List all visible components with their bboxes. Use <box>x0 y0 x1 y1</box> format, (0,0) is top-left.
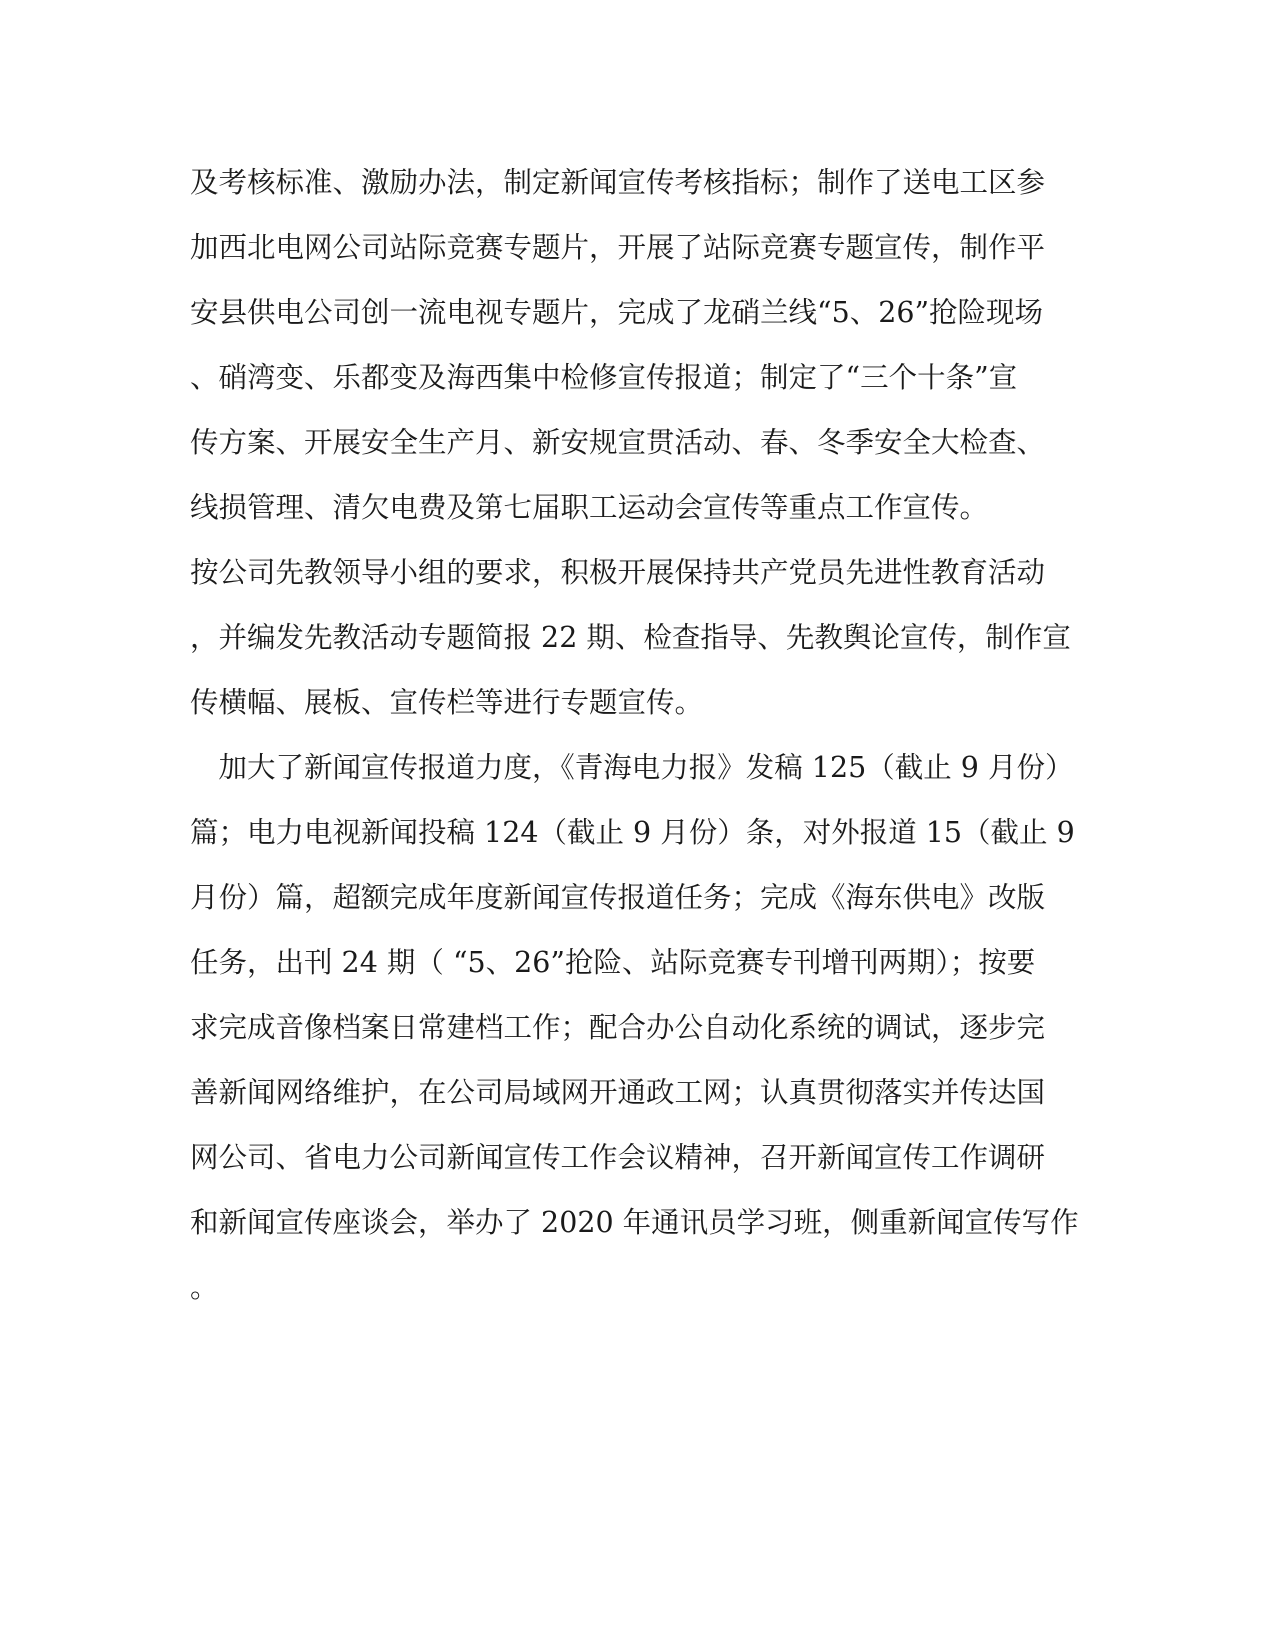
text-line: 。 <box>190 1271 219 1304</box>
text-line: 传方案、开展安全生产月、新安规宣贯活动、春、冬季安全大检查、 <box>190 426 1046 459</box>
text-line: 加大了新闻宣传报道力度，《青海电力报》发稿 125（截止 9 月份） <box>190 751 1074 784</box>
text-line: 善新闻网络维护，在公司局域网开通政工网；认真贯彻落实并传达国 <box>190 1076 1046 1109</box>
text-line: 线损管理、清欠电费及第七届职工运动会宣传等重点工作宣传。 <box>190 491 989 524</box>
text-line: 任务，出刊 24 期（ “5、26”抢险、站际竞赛专刊增刊两期）；按要 <box>190 946 1036 979</box>
text-line: ，并编发先教活动专题简报 22 期、检查指导、先教舆论宣传，制作宣 <box>190 621 1071 654</box>
body-text <box>190 150 1090 1320</box>
text-line: 加西北电网公司站际竞赛专题片，开展了站际竞赛专题宣传，制作平 <box>190 231 1046 264</box>
text-line: 篇；电力电视新闻投稿 124（截止 9 月份）条，对外报道 15（截止 9 <box>190 816 1075 849</box>
text-line: 月份）篇，超额完成年度新闻宣传报道任务；完成《海东供电》改版 <box>190 881 1046 914</box>
text-line: 求完成音像档案日常建档工作；配合办公自动化系统的调试，逐步完 <box>190 1011 1046 1044</box>
text-line: 、硝湾变、乐都变及海西集中检修宣传报道；制定了“三个十条”宣 <box>190 361 1018 394</box>
text-line: 及考核标准、激励办法，制定新闻宣传考核指标；制作了送电工区参 <box>190 166 1046 199</box>
text-line: 和新闻宣传座谈会，举办了 2020 年通讯员学习班，侧重新闻宣传写作 <box>190 1206 1079 1239</box>
text-line: 按公司先教领导小组的要求，积极开展保持共产党员先进性教育活动 <box>190 556 1046 589</box>
text-line: 传横幅、展板、宣传栏等进行专题宣传。 <box>190 686 704 719</box>
text-line: 安县供电公司创一流电视专题片，完成了龙硝兰线“5、26”抢险现场 <box>190 296 1044 329</box>
text-line: 网公司、省电力公司新闻宣传工作会议精神，召开新闻宣传工作调研 <box>190 1141 1046 1174</box>
